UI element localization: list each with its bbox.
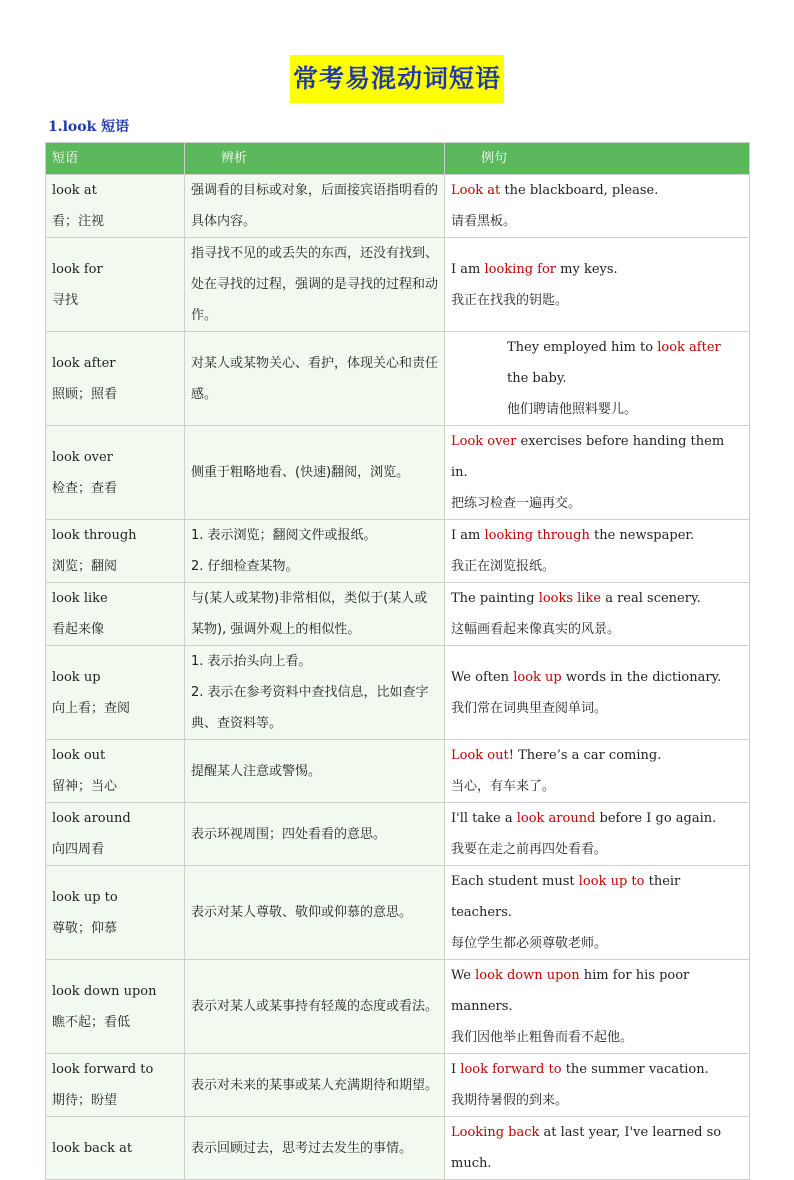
example-english (451, 254, 743, 285)
table-row (46, 1117, 750, 1180)
example-highlight: looking for (484, 261, 557, 277)
phrase-meaning: 检查；查看 (52, 480, 118, 496)
phrase-meaning: 向上看；查阅 (52, 700, 131, 716)
example-cell (445, 740, 750, 803)
phrase-text: look down upon (52, 983, 157, 999)
analysis-cell (185, 238, 445, 332)
example-text: before I go again. (595, 811, 717, 826)
example-text: words in the dictionary. (561, 669, 722, 685)
analysis-text: 表示对未来的某事或某人充满期待和期望。 (191, 1077, 439, 1093)
header-example: 例句 (445, 143, 750, 175)
example-highlight: look after (657, 340, 721, 355)
example-english (451, 1117, 743, 1179)
section-heading: 1.look 短语 (48, 119, 130, 135)
example-chinese: 他们聘请他照料婴儿。 (507, 402, 638, 417)
analysis-text: 1. 表示浏览；翻阅文件或报纸。 (191, 528, 377, 543)
example-text: a real scenery. (601, 591, 701, 606)
phrase-cell (46, 740, 185, 803)
example-chinese: 每位学生都必须尊敬老师。 (451, 936, 608, 951)
example-english (451, 175, 743, 206)
example-highlight: look around (516, 811, 596, 826)
phrase-cell (46, 520, 185, 583)
analysis-text: 对某人或某物关心、看护，体现关心和责任感。 (191, 355, 439, 402)
phrase-text: look around (52, 811, 131, 826)
phrase-cell (46, 866, 185, 960)
analysis-cell (185, 520, 445, 583)
example-text: the newspaper. (589, 528, 695, 543)
analysis-cell (185, 803, 445, 866)
analysis-cell (185, 866, 445, 960)
example-text: my keys. (556, 261, 618, 277)
analysis-text: 表示对某人或某事持有轻蔑的态度或看法。 (191, 999, 439, 1014)
analysis-text: 与(某人或某物)非常相似，类似于(某人或某物), 强调外观上的相似性。 (191, 591, 428, 637)
analysis-cell (185, 740, 445, 803)
example-text: I (451, 1062, 461, 1077)
example-chinese: 把练习检查一遍再交。 (451, 496, 582, 511)
example-chinese: 请看黑板。 (451, 214, 517, 229)
table-row (46, 175, 750, 238)
phrase-text: look forward to (52, 1062, 154, 1077)
example-highlight: look up (513, 669, 562, 685)
phrase-meaning: 尊敬；仰慕 (52, 920, 118, 936)
analysis-cell (185, 646, 445, 740)
analysis-cell (185, 426, 445, 520)
phrase-meaning: 浏览；翻阅 (52, 559, 118, 574)
phrase-text: look up (52, 669, 101, 685)
example-english (451, 740, 743, 771)
analysis-text: 提醒某人注意或警惕。 (191, 763, 322, 779)
example-highlight: Look out (451, 748, 509, 763)
table-row (46, 332, 750, 426)
table-row (46, 866, 750, 960)
example-chinese: 我正在找我的钥匙。 (451, 292, 569, 308)
example-text: him for his poor manners. (451, 968, 690, 1014)
table-header-row (46, 143, 750, 175)
table-row (46, 238, 750, 332)
example-highlight: Look over (451, 434, 517, 449)
analysis-text: 强调看的目标或对象，后面接宾语指明看的具体内容。 (191, 183, 439, 229)
phrase-meaning: 期待；盼望 (52, 1093, 118, 1108)
example-cell (445, 1054, 750, 1117)
phrase-cell (46, 583, 185, 646)
phrase-cell (46, 1117, 185, 1180)
phrase-text: look up to (52, 889, 118, 905)
phrase-cell (46, 803, 185, 866)
analysis-text: 侧重于粗略地看、(快速)翻阅，浏览。 (191, 465, 410, 480)
example-text: at last year, I've learned so much. (451, 1125, 722, 1171)
example-text: I am (451, 261, 485, 277)
phrase-meaning: 看起来像 (52, 622, 105, 637)
analysis-cell (185, 583, 445, 646)
table-row (46, 426, 750, 520)
analysis-text: 表示环视周围；四处看看的意思。 (191, 826, 387, 842)
phrase-cell (46, 426, 185, 520)
example-text: They employed him to (507, 340, 658, 355)
table-row (46, 803, 750, 866)
example-chinese: 我要在走之前再四处看看。 (451, 842, 608, 857)
example-highlight: looks like (538, 591, 602, 606)
phrase-meaning: 寻找 (52, 292, 79, 308)
analysis-cell (185, 1117, 445, 1180)
example-english (451, 960, 743, 1022)
example-cell (445, 520, 750, 583)
analysis-text: 表示回顾过去，思考过去发生的事情。 (191, 1140, 413, 1156)
phrase-cell (46, 646, 185, 740)
example-cell (445, 238, 750, 332)
phrase-cell (46, 1054, 185, 1117)
phrase-meaning: 瞧不起；看低 (52, 1014, 131, 1030)
example-english (451, 583, 743, 614)
analysis-cell (185, 960, 445, 1054)
example-cell (445, 1117, 750, 1180)
analysis-text: 表示对某人尊敬、敬仰或仰慕的意思。 (191, 905, 413, 920)
example-highlight: look down upon (475, 968, 580, 983)
example-text: Each student must (451, 874, 579, 889)
title-wrap (0, 55, 794, 103)
example-text: We (451, 968, 476, 983)
phrase-meaning: 照顾；照看 (52, 386, 118, 402)
example-chinese: 这幅画看起来像真实的风景。 (451, 622, 621, 637)
look-phrases-table (45, 142, 750, 1180)
example-text: We often (451, 669, 514, 685)
table-row (46, 960, 750, 1054)
example-text: I'll take a (451, 811, 517, 826)
analysis-text: 2. 仔细检查某物。 (191, 559, 299, 574)
analysis-cell (185, 332, 445, 426)
table-row (46, 740, 750, 803)
analysis-cell (185, 1054, 445, 1117)
example-english (451, 662, 743, 693)
example-chinese: 我们常在词典里查阅单词。 (451, 700, 608, 716)
phrase-text: look out (52, 748, 106, 763)
analysis-text: 1. 表示抬头向上看。 (191, 654, 312, 669)
phrase-meaning: 留神；当心 (52, 779, 118, 794)
phrase-text: look over (52, 449, 113, 465)
phrase-cell (46, 238, 185, 332)
example-english (451, 866, 743, 928)
example-text: The painting (451, 591, 539, 606)
example-text: the baby. (507, 371, 567, 386)
example-english (451, 1054, 743, 1085)
example-english (451, 332, 743, 394)
example-chinese: 当心，有车来了。 (451, 779, 556, 794)
example-highlight: look up to (578, 874, 645, 889)
example-cell (445, 583, 750, 646)
phrase-cell (46, 332, 185, 426)
phrase-text: look like (52, 591, 108, 606)
example-cell (445, 646, 750, 740)
table-row (46, 583, 750, 646)
table-body (46, 175, 750, 1180)
example-cell (445, 960, 750, 1054)
example-chinese: 我期待暑假的到来。 (451, 1093, 569, 1108)
example-text: I am (451, 528, 485, 543)
phrase-text: look through (52, 528, 137, 543)
phrase-cell (46, 960, 185, 1054)
table-row (46, 646, 750, 740)
table-row (46, 1054, 750, 1117)
phrase-text: look back at (52, 1140, 133, 1156)
example-text: the summer vacation. (561, 1062, 709, 1077)
example-cell (445, 426, 750, 520)
example-cell (445, 866, 750, 960)
analysis-text: 2. 表示在参考资料中查找信息，比如查字典、查资料等。 (191, 685, 429, 731)
phrase-meaning: 向四周看 (52, 842, 105, 857)
phrase-text: look at (52, 183, 97, 198)
example-english (451, 520, 743, 551)
example-cell (445, 332, 750, 426)
phrase-text: look after (52, 355, 116, 371)
example-text: their teachers. (451, 874, 681, 920)
header-analysis: 辨析 (185, 143, 445, 175)
header-phrase: 短语 (46, 143, 185, 175)
example-chinese: 我正在浏览报纸。 (451, 559, 556, 574)
page-title: 常考易混动词短语 (290, 55, 504, 103)
example-highlight: look forward to (460, 1062, 562, 1077)
example-cell (445, 175, 750, 238)
example-highlight: Looking back (451, 1125, 540, 1140)
analysis-cell (185, 175, 445, 238)
example-english (451, 803, 743, 834)
analysis-text: 指寻找不见的或丢失的东西，还没有找到、处在寻找的过程，强调的是寻找的过程和动作。 (191, 246, 439, 323)
example-highlight: Look at (451, 183, 501, 198)
example-english (451, 426, 743, 488)
example-chinese: 我们因他举止粗鲁而看不起他。 (451, 1030, 634, 1045)
example-text: exercises before handing them in. (451, 434, 725, 480)
phrase-cell (46, 175, 185, 238)
phrase-text: look for (52, 261, 103, 277)
example-text: ! There’s a car coming. (508, 748, 662, 763)
table-row (46, 520, 750, 583)
example-highlight: looking through (484, 528, 590, 543)
example-cell (445, 803, 750, 866)
phrase-meaning: 看；注视 (52, 214, 105, 229)
example-text: the blackboard, please. (500, 183, 659, 198)
